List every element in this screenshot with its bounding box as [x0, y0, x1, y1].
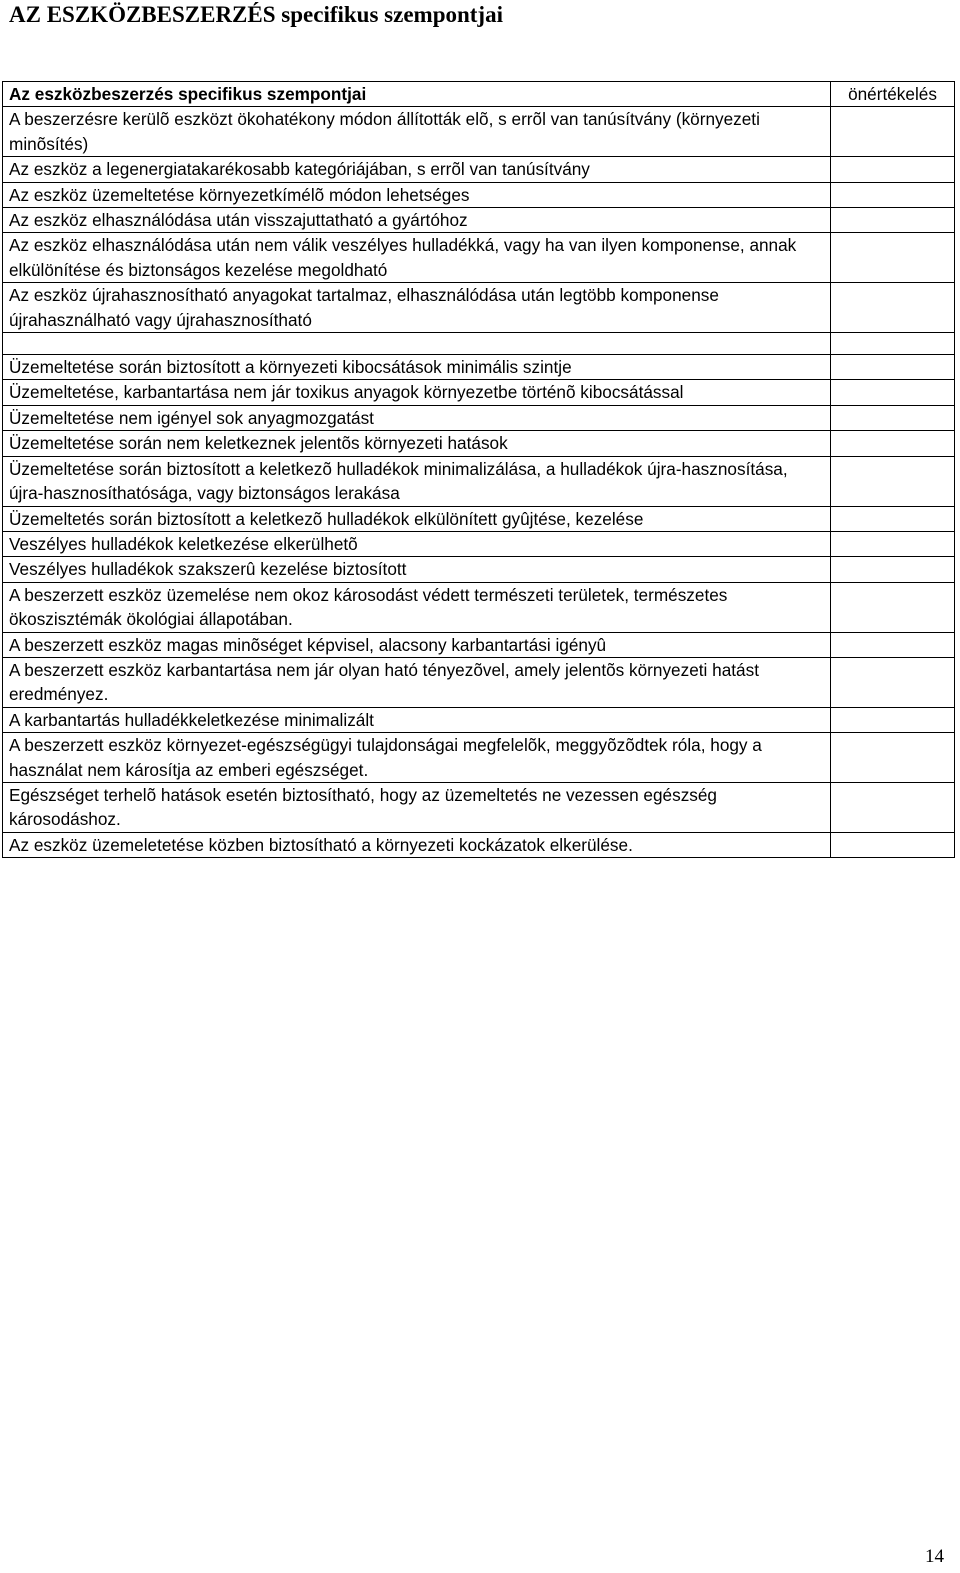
- score-input-cell[interactable]: [831, 157, 955, 182]
- criterion-cell: Veszélyes hulladékok keletkezése elkerülhetõ: [3, 531, 831, 556]
- table-row: [3, 107, 955, 157]
- criterion-cell: Az eszköz a legenergiatakarékosabb kategóriájában, s errõl van tanúsítvány: [3, 157, 831, 182]
- score-input-cell[interactable]: [831, 782, 955, 832]
- page-title: AZ ESZKÖZBESZERZÉS specifikus szempontjai: [9, 2, 503, 27]
- table-row: [3, 531, 955, 556]
- score-input-cell[interactable]: [831, 557, 955, 582]
- score-input-cell[interactable]: [831, 531, 955, 556]
- score-input-cell[interactable]: [831, 657, 955, 707]
- criterion-cell: A beszerzett eszköz környezet-egészségügyi tulajdonságai megfelelõk, meggyõzõdtek róla, hogy a használat nem károsítja az emberi egészséget.: [3, 733, 831, 783]
- table-header-row: [3, 82, 955, 107]
- table-row: [3, 355, 955, 380]
- criteria-header-cell: [3, 82, 831, 107]
- table-row: [3, 283, 955, 333]
- criterion-cell: A karbantartás hulladékkeletkezése minimalizált: [3, 707, 831, 732]
- criterion-cell: Üzemeltetése, karbantartása nem jár toxikus anyagok környezetbe történõ kibocsátással: [3, 380, 831, 405]
- table-row: [3, 632, 955, 657]
- table-row: [3, 157, 955, 182]
- criterion-cell: Üzemeltetés során biztosított a keletkezõ hulladékok elkülönített gyûjtése, kezelése: [3, 506, 831, 531]
- table-spacer-row: [3, 333, 955, 355]
- score-input-cell[interactable]: [831, 182, 955, 207]
- table-row: [3, 208, 955, 233]
- criteria-column-header: Az eszközbeszerzés specifikus szempontjai: [9, 84, 367, 104]
- score-input-cell[interactable]: [831, 283, 955, 333]
- table-row: [3, 380, 955, 405]
- table-row: [3, 657, 955, 707]
- criterion-cell: Üzemeltetése során biztosított a környezeti kibocsátások minimális szintje: [3, 355, 831, 380]
- criterion-cell: Üzemeltetése során biztosított a keletkezõ hulladékok minimalizálása, a hulladékok újra-hasznosítása, újra-hasznosíthatósága, vagy biztonságos lerakása: [3, 456, 831, 506]
- score-header-cell: [831, 82, 955, 107]
- page-number: 14: [925, 1546, 944, 1567]
- score-input-cell[interactable]: [831, 380, 955, 405]
- criterion-cell: Az eszköz üzemeletetése közben biztosítható a környezeti kockázatok elkerülése.: [3, 832, 831, 857]
- score-input-cell[interactable]: [831, 582, 955, 632]
- criterion-cell: Az eszköz elhasználódása után visszajuttatható a gyártóhoz: [3, 208, 831, 233]
- criterion-cell: Az eszköz újrahasznosítható anyagokat tartalmaz, elhasználódása után legtöbb komponense újrahasználható vagy újrahasznosítható: [3, 283, 831, 333]
- criterion-cell: A beszerzett eszköz karbantartása nem jár olyan ható tényezõvel, amely jelentõs környezeti hatást eredményez.: [3, 657, 831, 707]
- score-input-cell[interactable]: [831, 632, 955, 657]
- table-row: [3, 405, 955, 430]
- criterion-cell: A beszerzett eszköz üzemelése nem okoz károsodást védett természeti területek, természetes ökoszisztémák ökológiai állapotában.: [3, 582, 831, 632]
- score-input-cell[interactable]: [831, 733, 955, 783]
- criterion-cell: Üzemeltetése nem igényel sok anyagmozgatást: [3, 405, 831, 430]
- criterion-cell: Az eszköz üzemeltetése környezetkímélõ módon lehetséges: [3, 182, 831, 207]
- score-input-cell[interactable]: [831, 456, 955, 506]
- score-input-cell[interactable]: [831, 832, 955, 857]
- score-input-cell[interactable]: [831, 707, 955, 732]
- criteria-table: [2, 81, 955, 858]
- score-input-cell[interactable]: [831, 208, 955, 233]
- table-row: [3, 832, 955, 857]
- criterion-cell: A beszerzésre kerülõ eszközt ökohatékony módon állították elõ, s errõl van tanúsítvány (környezeti minõsítés): [3, 107, 831, 157]
- score-column-header: önértékelés: [848, 84, 937, 104]
- empty-cell: [831, 333, 955, 355]
- criterion-cell: Üzemeltetése során nem keletkeznek jelentõs környezeti hatások: [3, 431, 831, 456]
- table-row: [3, 707, 955, 732]
- table-row: [3, 233, 955, 283]
- score-input-cell[interactable]: [831, 431, 955, 456]
- score-input-cell[interactable]: [831, 233, 955, 283]
- table-row: [3, 182, 955, 207]
- criterion-cell: Veszélyes hulladékok szakszerû kezelése biztosított: [3, 557, 831, 582]
- table-row: [3, 557, 955, 582]
- empty-cell: [3, 333, 831, 355]
- criterion-cell: Egészséget terhelõ hatások esetén biztosítható, hogy az üzemeltetés ne vezessen egészség károsodáshoz.: [3, 782, 831, 832]
- score-input-cell[interactable]: [831, 506, 955, 531]
- table-row: [3, 431, 955, 456]
- table-row: [3, 782, 955, 832]
- table-row: [3, 506, 955, 531]
- table-row: [3, 582, 955, 632]
- criterion-cell: A beszerzett eszköz magas minõséget képvisel, alacsony karbantartási igényû: [3, 632, 831, 657]
- score-input-cell[interactable]: [831, 107, 955, 157]
- table-row: [3, 733, 955, 783]
- criterion-cell: Az eszköz elhasználódása után nem válik veszélyes hulladékká, vagy ha van ilyen komponense, annak elkülönítése és biztonságos kezelése megoldható: [3, 233, 831, 283]
- score-input-cell[interactable]: [831, 405, 955, 430]
- table-row: [3, 456, 955, 506]
- score-input-cell[interactable]: [831, 355, 955, 380]
